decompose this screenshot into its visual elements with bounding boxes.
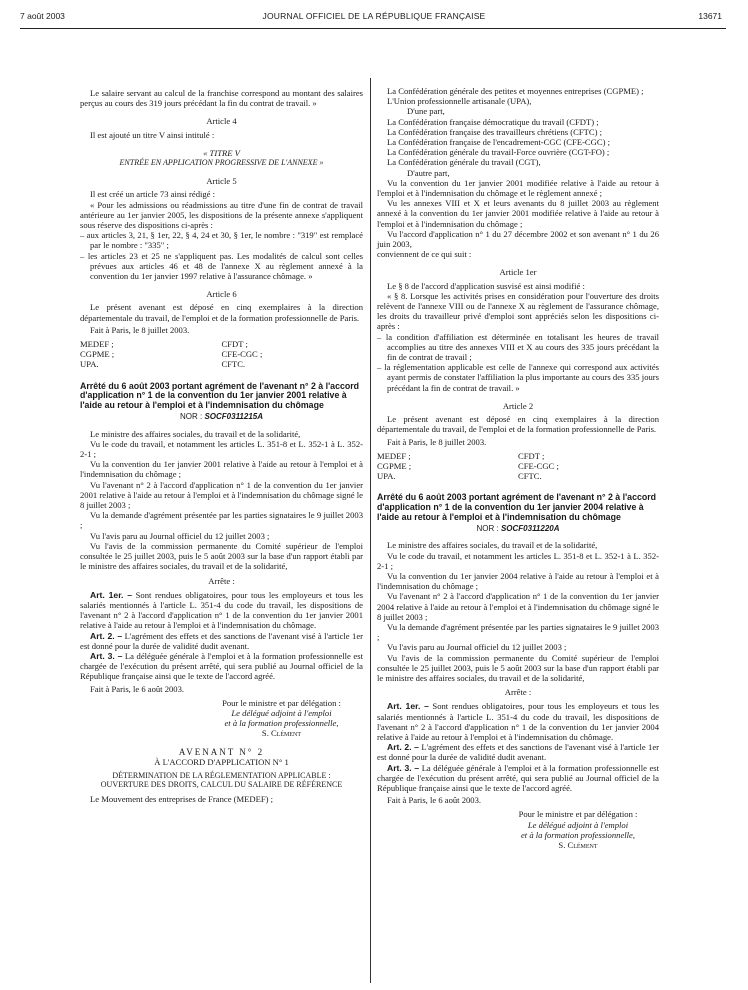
- titre-heading: « TITRE V: [203, 147, 240, 158]
- delegation-line: Pour le ministre et par délégation :: [518, 809, 638, 820]
- header-journal-title: JOURNAL OFFICIEL DE LA RÉPUBLIQUE FRANÇAISE: [262, 11, 486, 21]
- vis-line: Vu la convention du 1er janvier 2001 relative à l'aide au retour à l'emploi et à l'indemnisation du chômage ;: [80, 459, 363, 480]
- header-date: 7 août 2003: [20, 11, 65, 21]
- avenant-determination: DÉTERMINATION DE LA RÉGLEMENTATION APPLICABLE :: [112, 770, 331, 780]
- avenant-title: AVENANT N° 2: [178, 746, 265, 757]
- arrete-title: Arrêté du 6 août 2003 portant agrément de l'avenant n° 2 à l'accord d'application n° 1 de la convention du 1er janvier 2001 relative à l'aide au retour à l'emploi et à l'indemnisation du chômage: [80, 380, 360, 410]
- date-line: Fait à Paris, le 6 août 2003.: [90, 683, 185, 694]
- paragraph: Il est créé un article 73 ainsi rédigé :: [90, 189, 216, 200]
- arrete-label: Arrête :: [504, 687, 532, 698]
- paragraph: Le présent avenant est déposé en cinq exemplaires à la direction départementale du travail, de l'emploi et de la formation professionnelle de Paris.: [80, 302, 363, 323]
- article-paragraph: [80, 631, 363, 651]
- signatory-name: S. Clément: [558, 839, 598, 850]
- paragraph: Le salaire servant au calcul de la franchise correspond au montant des salaires perçus au cours des 319 jours précédant la fin du contrat de travail. »: [80, 88, 363, 109]
- delegation-line: Pour le ministre et par délégation :: [222, 697, 341, 708]
- article-paragraph: [377, 742, 659, 762]
- vis-line: Le ministre des affaires sociales, du travail et de la solidarité,: [90, 428, 301, 439]
- signatory: CFE-CGC ;: [518, 460, 559, 471]
- party-line: La Confédération générale du travail (CGT),: [387, 157, 541, 168]
- vis-line: Vu la demande d'agrément présentée par les parties signataires le 9 juillet 2003 ;: [377, 621, 659, 643]
- signatory: CFDT ;: [518, 450, 545, 461]
- paragraph: « Pour les admissions ou réadmissions au titre d'une fin de contrat de travail antérieure au 1er janvier 2005, les dispositions de la présente annexe s'appliquent sous réserve des dispositions ci-après :: [80, 199, 363, 231]
- article-paragraph: [80, 590, 363, 631]
- signatory: MEDEF ;: [377, 450, 411, 461]
- party-line: La Confédération générale des petites et moyennes entreprises (CGPME) ;: [387, 86, 644, 96]
- party-line: La Confédération française des travailleurs chrétiens (CFTC) ;: [387, 126, 603, 137]
- delegue-line: et à la formation professionnelle,: [224, 718, 339, 729]
- date-line: Fait à Paris, le 8 juillet 2003.: [387, 436, 487, 447]
- avenant-subtitle: À L'ACCORD D'APPLICATION N° 1: [154, 756, 289, 767]
- vis-line: Vu la demande d'agrément présentée par les parties signataires le 9 juillet 2003 ;: [80, 510, 363, 531]
- party-line: L'Union professionnelle artisanale (UPA),: [387, 96, 532, 107]
- signatory: UPA.: [80, 359, 99, 370]
- page-header: [0, 4, 748, 24]
- article-heading: Article 2: [502, 400, 534, 411]
- article-label: Art. 2. –: [90, 630, 123, 641]
- signatory: CGPME ;: [80, 349, 115, 360]
- party-line: La Confédération française de l'encadrement-CGC (CFE-CGC) ;: [387, 137, 611, 148]
- signatory: CFTC.: [221, 359, 246, 370]
- nor-reference: [377, 524, 659, 534]
- vis-line: Vu l'avenant n° 2 à l'accord d'application n° 1 de la convention du 1er janvier 2004 relative à l'aide au retour à l'emploi et à l'indemnisation du chômage signé le 8 juillet 2003 ;: [377, 591, 659, 622]
- bullet-item: – la réglementation applicable est celle de l'annexe qui correspond aux activités ayant permis de constater l'affiliation la plus importante au cours des 335 jours précédant la fin de contrat de travail. »: [377, 362, 659, 393]
- article-label: Art. 1er. –: [387, 701, 429, 712]
- article-paragraph: [377, 763, 659, 794]
- party-line: D'autre part,: [407, 167, 450, 178]
- bullet-item: – aux articles 3, 21, § 1er, 22, § 4, 24 et 30, § 1er, le nombre : "319" est remplacé par le nombre : "335" ;: [80, 230, 363, 251]
- nor-code: SOCF0311220A: [500, 524, 560, 534]
- right-column: [377, 86, 659, 850]
- signatories: [80, 339, 363, 370]
- article-heading: Article 5: [206, 176, 237, 187]
- paragraph: conviennent de ce qui suit :: [377, 249, 472, 260]
- arrete-title: Arrêté du 6 août 2003 portant agrément de l'avenant n° 2 à l'accord d'application n° 1 de la convention du 1er janvier 2004 relative à l'aide au retour à l'emploi et à l'indemnisation du chômage: [377, 492, 657, 522]
- article-text: La déléguée générale à l'emploi et à la formation professionnelle est chargée de l'exécution du présent arrêté, qui sera publié au Journal officiel de la République française ainsi que le texte de l'accord agréé.: [377, 762, 659, 793]
- paragraph: Le § 8 de l'accord d'application susvisé est ainsi modifié :: [387, 280, 585, 291]
- signatory: CFE-CGC ;: [221, 349, 263, 360]
- delegue-line: Le délégué adjoint à l'emploi: [527, 819, 629, 830]
- signatory: CFDT ;: [221, 339, 248, 350]
- article-label: Art. 3. –: [387, 762, 420, 773]
- signatory-name: S. Clément: [261, 728, 302, 739]
- vis-line: Vu la convention du 1er janvier 2004 relative à l'aide au retour à l'emploi et à l'indemnisation du chômage ;: [377, 570, 659, 592]
- arrete-label: Arrête :: [208, 575, 235, 586]
- signatory: CGPME ;: [377, 460, 412, 471]
- vis-line: Le ministre des affaires sociales, du travail et de la solidarité,: [387, 540, 598, 551]
- article-heading: Article 4: [206, 116, 237, 127]
- column-divider: [370, 78, 371, 983]
- vis-line: Vu les annexes VIII et X et leurs avenants du 8 juillet 2003 au règlement annexé à la convention du 1er janvier 2001 modifiée relative à l'aide au retour à l'emploi et à l'indemnisation du chômage ;: [377, 198, 659, 229]
- nor-code: SOCF0311215A: [204, 412, 264, 422]
- article-text: La déléguée générale à l'emploi et à la formation professionnelle est chargée de l'exécution du présent arrêté, qui sera publié au Journal officiel de la République française ainsi que le texte de l'accord agréé.: [80, 650, 363, 682]
- left-column: [80, 88, 363, 804]
- vis-line: Vu l'accord d'application n° 1 du 27 décembre 2002 et son avenant n° 1 du 26 juin 2003,: [377, 228, 659, 250]
- paragraph: Le présent avenant est déposé en cinq exemplaires à la direction départementale du travail, de l'emploi et de la formation professionnelle de Paris.: [377, 414, 659, 435]
- signatory: CFTC.: [518, 471, 542, 482]
- article-heading: Article 1er: [499, 267, 537, 278]
- signatories: [377, 451, 659, 482]
- article-label: Art. 1er. –: [90, 589, 133, 600]
- vis-line: Vu l'avis paru au Journal officiel du 12 juillet 2003 ;: [90, 530, 270, 541]
- party-line: Le Mouvement des entreprises de France (MEDEF) ;: [90, 793, 274, 804]
- delegue-line: et à la formation professionnelle,: [520, 829, 636, 840]
- paragraph: Il est ajouté un titre V ainsi intitulé :: [90, 129, 215, 140]
- header-page-number: 13671: [698, 11, 722, 21]
- vis-line: Vu le code du travail, et notamment les articles L. 351-8 et L. 352-1 à L. 352-2-1 ;: [80, 438, 363, 460]
- vis-line: Vu le code du travail, et notamment les articles L. 351-8 et L. 352-1 à L. 352-2-1 ;: [377, 550, 659, 571]
- party-line: D'une part,: [407, 106, 445, 117]
- article-paragraph: [80, 651, 363, 682]
- header-rule: [20, 28, 726, 29]
- nor-reference: [80, 412, 363, 422]
- nor-label: NOR :: [476, 524, 499, 534]
- titre-subheading: ENTRÉE EN APPLICATION PROGRESSIVE DE L'ANNEXE »: [119, 158, 324, 168]
- nor-label: NOR :: [179, 412, 203, 422]
- party-line: La Confédération générale du travail-Force ouvrière (CGT-FO) ;: [387, 147, 610, 158]
- bullet-item: – les articles 23 et 25 ne s'appliquent pas. Les modalités de calcul sont celles prévues aux articles 46 et 48 de l'annexe X au règlement annexé à la convention du 1er janvier 1997 relative à l'assurance chômage. »: [80, 250, 363, 282]
- avenant-ouverture: OUVERTURE DES DROITS, CALCUL DU SALAIRE DE RÉFÉRENCE: [100, 780, 343, 790]
- vis-line: Vu l'avis paru au Journal officiel du 12 juillet 2003 ;: [387, 642, 567, 653]
- signatory: UPA.: [377, 471, 396, 482]
- vis-line: Vu l'avis de la commission permanente du Comité supérieur de l'emploi consultée le 25 juillet 2003, puis le 5 août 2003 sur la base d'un rapport établi par le ministre des affaires sociales, du travail et de la solidarité,: [377, 652, 659, 683]
- vis-line: Vu la convention du 1er janvier 2001 modifiée relative à l'aide au retour à l'emploi et à l'indemnisation du chômage et le règlement annexé ;: [377, 177, 659, 199]
- article-text: L'agrément des effets et des sanctions de l'avenant visé à l'article 1er est donné pour la durée de validité dudit avenant.: [80, 630, 363, 651]
- bullet-item: – la condition d'affiliation est déterminée en totalisant les heures de travail accomplies au titre des annexes VIII et X au cours des 335 jours précédant la fin de contrat de travail ;: [377, 331, 659, 363]
- date-line: Fait à Paris, le 8 juillet 2003.: [90, 324, 190, 335]
- article-label: Art. 3. –: [90, 650, 123, 661]
- article-text: Sont rendues obligatoires, pour tous les employeurs et tous les salariés mentionnés à l'article L. 351-4 du code du travail, les dispositions de l'avenant n° 2 à l'accord d'application n° 1 de la convention du 1er janvier 2004 relative à l'aide au retour à l'emploi et à l'indemnisation du chômage.: [377, 701, 660, 742]
- vis-line: Vu l'avis de la commission permanente du Comité supérieur de l'emploi consultée le 25 juillet 2003, puis le 5 août 2003 sur la base d'un rapport établi par le ministre des affaires sociales, du travail et de la solidarité,: [80, 540, 363, 572]
- party-line: La Confédération française démocratique du travail (CFDT) ;: [387, 116, 599, 127]
- vis-line: Vu l'avenant n° 2 à l'accord d'application n° 1 de la convention du 1er janvier 2001 relative à l'aide au retour à l'emploi et à l'indemnisation du chômage signé le 8 juillet 2003 ;: [80, 479, 363, 511]
- article-heading: Article 6: [206, 289, 237, 300]
- delegue-line: Le délégué adjoint à l'emploi: [231, 707, 332, 718]
- article-label: Art. 2. –: [387, 742, 419, 753]
- article-paragraph: [377, 701, 659, 742]
- article-text: Sont rendues obligatoires, pour tous les employeurs et tous les salariés mentionnés à l'article L. 351-4 du code du travail, les dispositions de l'avenant n° 2 à l'accord d'application n° 1 de la convention du 1er janvier 2001 relative à l'aide au retour à l'emploi et à l'indemnisation du chômage.: [80, 589, 363, 631]
- date-line: Fait à Paris, le 6 août 2003.: [387, 795, 482, 806]
- article-text: L'agrément des effets et des sanctions de l'avenant visé à l'article 1er est donné pour la durée de validité dudit avenant.: [377, 742, 659, 763]
- signatory: MEDEF ;: [80, 339, 114, 350]
- paragraph: « § 8. Lorsque les activités prises en considération pour l'ouverture des droits relèvent de l'annexe VIII ou de l'annexe X au règlement de l'assurance chômage, les droits du travailleur privé d'emploi sont appréciés selon les dispositions ci-après :: [377, 290, 659, 332]
